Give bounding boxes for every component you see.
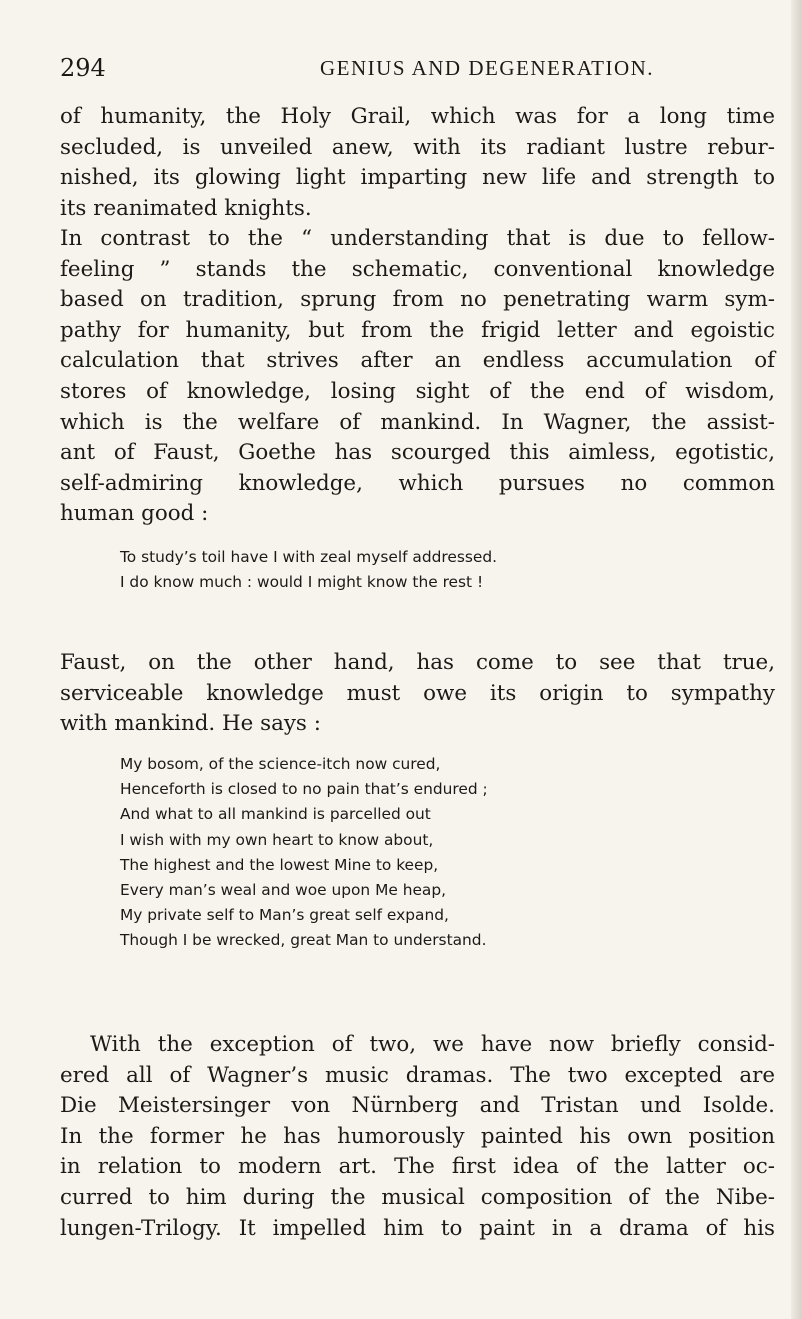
page-number: 294 xyxy=(60,54,106,82)
paragraph-knowledge xyxy=(60,224,775,530)
text-line: self-admiring knowledge, which pursues no common xyxy=(60,470,775,496)
verse-line: The highest and the lowest Mine to keep, xyxy=(120,855,439,874)
text-line: In the former he has humorously painted his own position xyxy=(60,1123,775,1149)
verse-line: Though I be wrecked, great Man to understand. xyxy=(120,931,487,950)
text-line: ered all of Wagner’s music dramas. The two excepted are xyxy=(60,1062,775,1088)
text-line: lungen-Trilogy. It impelled him to paint in a drama of his xyxy=(60,1215,775,1241)
page-header xyxy=(60,52,760,84)
text-line: ant of Faust, Goethe has scourged this aimless, egotistic, xyxy=(60,440,775,466)
text-line: In contrast to the “ understanding that is due to fellow- xyxy=(60,226,775,251)
verse-line: My private self to Man’s great self expand, xyxy=(120,906,449,925)
text-line: of humanity, the Holy Grail, which was for a long time xyxy=(60,104,775,129)
text-line: feeling ” stands the schematic, conventional knowledge xyxy=(60,256,775,282)
text-line: Die Meistersinger von Nürnberg and Tristan und Isolde. xyxy=(60,1093,775,1119)
text-line: With the exception of two, we have now briefly consid- xyxy=(90,1032,775,1057)
paragraph-faust xyxy=(60,648,775,740)
paragraph-music-dramas xyxy=(60,1030,775,1244)
verse-line: I do know much : would I might know the rest ! xyxy=(120,573,484,592)
text-line: in relation to modern art. The first idea of the latter oc- xyxy=(60,1154,775,1180)
text-line: with mankind. He says : xyxy=(60,711,321,737)
verse-line: Every man’s weal and woe upon Me heap, xyxy=(120,881,447,900)
verse-line: To study’s toil have I with zeal myself addressed. xyxy=(120,548,498,566)
verse-quote-faust xyxy=(120,752,720,954)
text-line: calculation that strives after an endless accumulation of xyxy=(60,348,775,374)
text-line: serviceable knowledge must owe its origin to sympathy xyxy=(60,680,775,706)
page-edge xyxy=(791,0,801,1319)
text-line: secluded, is unveiled anew, with its radiant lustre rebur- xyxy=(60,134,775,160)
text-line: based on tradition, sprung from no penetrating warm sym- xyxy=(60,287,775,313)
verse-line: Henceforth is closed to no pain that’s endured ; xyxy=(120,780,488,799)
verse-quote-wagner xyxy=(120,545,720,595)
text-line: which is the welfare of mankind. In Wagner, the assist- xyxy=(60,409,775,435)
text-line: Faust, on the other hand, has come to see that true, xyxy=(60,650,775,675)
verse-line: And what to all mankind is parcelled out xyxy=(120,805,431,824)
running-title: GENIUS AND DEGENERATION. xyxy=(320,56,655,80)
text-line: human good : xyxy=(60,501,209,527)
verse-line: I wish with my own heart to know about, xyxy=(120,830,434,849)
text-line: stores of knowledge, losing sight of the end of wisdom, xyxy=(60,378,775,404)
paragraph-grail xyxy=(60,102,775,224)
text-line: nished, its glowing light imparting new life and strength to xyxy=(60,165,775,191)
text-line: curred to him during the musical composition of the Nibe- xyxy=(60,1184,775,1210)
text-line: its reanimated knights. xyxy=(60,195,312,221)
verse-line: My bosom, of the science-itch now cured, xyxy=(120,755,441,773)
text-line: pathy for humanity, but from the frigid letter and egoistic xyxy=(60,317,775,343)
